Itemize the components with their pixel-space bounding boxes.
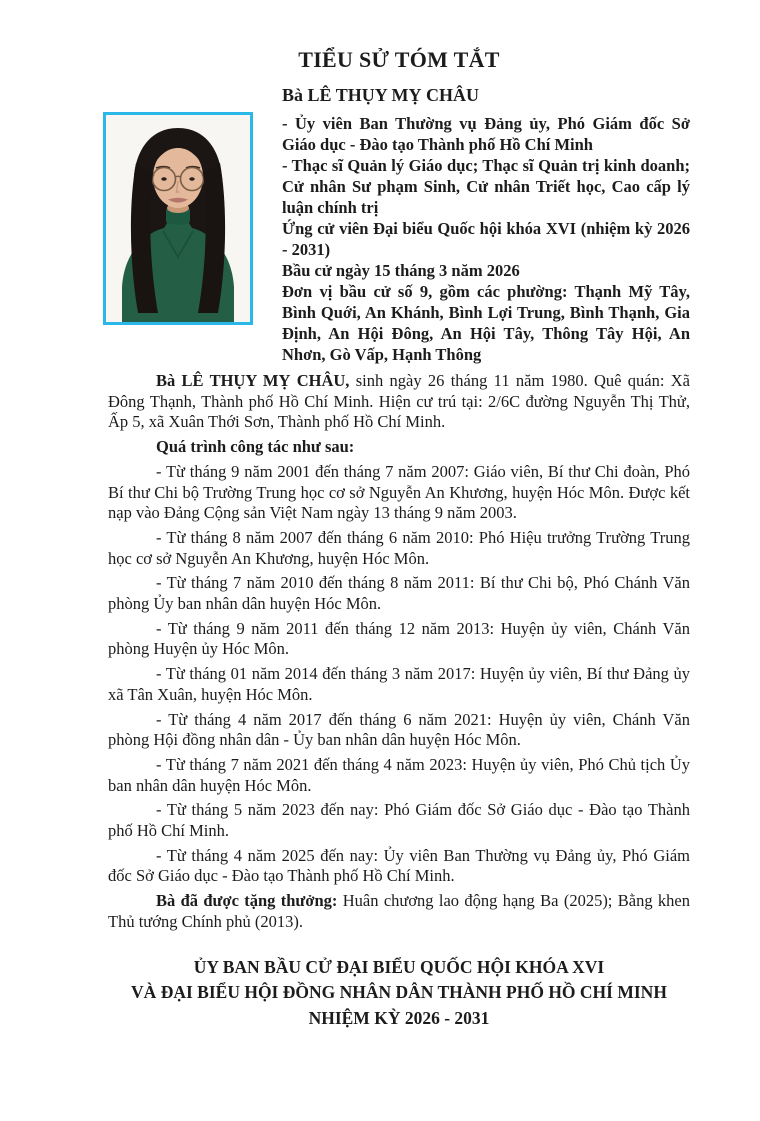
career-heading: Quá trình công tác như sau: <box>156 437 355 457</box>
career-item-9: - Từ tháng 4 năm 2025 đến nay: Ủy viên Ban Thường vụ Đảng ủy, Phó Giám đốc Sở Giáo dục - Đào tạo Thành phố Hồ Chí Minh. <box>108 845 690 886</box>
page-title: TIỂU SỬ TÓM TẮT <box>298 47 500 72</box>
summary-line-candidacy: Ứng cử viên Đại biểu Quốc hội khóa XVI (nhiệm kỳ 2026 - 2031) <box>282 219 690 259</box>
document-page <box>0 46 760 1121</box>
summary-line-election-date: Bầu cử ngày 15 tháng 3 năm 2026 <box>282 261 520 280</box>
career-item-4: - Từ tháng 9 năm 2011 đến tháng 12 năm 2013: Huyện ủy viên, Chánh Văn phòng Huyện ủy Hóc Môn. <box>108 618 690 659</box>
summary-line-position: - Ủy viên Ban Thường vụ Đảng ủy, Phó Giám đốc Sở Giáo dục - Đào tạo Thành phố Hồ Chí Minh <box>282 114 690 154</box>
awards-label: Bà đã được tặng thưởng: <box>156 891 338 911</box>
career-item-6: - Từ tháng 4 năm 2017 đến tháng 6 năm 2021: Huyện ủy viên, Chánh Văn phòng Hội đồng nhân dân - Ủy ban nhân dân huyện Hóc Môn. <box>108 709 690 750</box>
bio-intro-name: Bà LÊ THỤY MỴ CHÂU, <box>156 371 350 390</box>
footer-line-2: VÀ ĐẠI BIỂU HỘI ĐỒNG NHÂN DÂN THÀNH PHỐ HỒ CHÍ MINH <box>131 982 667 1003</box>
bio-intro-text: sinh ngày 26 tháng 11 năm 1980. Quê quán: Xã Đông Thạnh, Thành phố Hồ Chí Minh. Hiện cư trú tại: 2/6C đường Nguyễn Thị Thử, Ấp 5, xã Xuân Thới Sơn, Thành phố Hồ Chí Minh. <box>108 371 690 432</box>
footer-line-1: ỦY BAN BẦU CỬ ĐẠI BIỂU QUỐC HỘI KHÓA XVI <box>193 956 605 977</box>
election-committee-footer <box>108 955 690 1032</box>
candidate-name: Bà LÊ THỤY MỴ CHÂU <box>282 85 480 105</box>
candidate-summary-column <box>282 84 690 365</box>
footer-line-3: NHIỆM KỲ 2026 - 2031 <box>308 1007 490 1028</box>
career-item-7: - Từ tháng 7 năm 2021 đến tháng 4 năm 2023: Huyện ủy viên, Phó Chủ tịch Ủy ban nhân dân huyện Hóc Môn. <box>108 754 690 795</box>
career-item-5: - Từ tháng 01 năm 2014 đến tháng 3 năm 2017: Huyện ủy viên, Bí thư Đảng ủy xã Tân Xuân, huyện Hóc Môn. <box>108 664 690 704</box>
awards-text: Huân chương lao động hạng Ba (2025); Bằng khen Thủ tướng Chính phủ (2013). <box>108 891 690 931</box>
career-item-2: - Từ tháng 8 năm 2007 đến tháng 6 năm 2010: Phó Hiệu trưởng Trường Trung học cơ sở Nguyễn An Khương, huyện Hóc Môn. <box>108 527 690 568</box>
candidate-header <box>108 84 690 365</box>
portrait-photo <box>106 115 250 322</box>
career-item-8: - Từ tháng 5 năm 2023 đến nay: Phó Giám đốc Sở Giáo dục - Đào tạo Thành phố Hồ Chí Minh. <box>108 800 690 841</box>
summary-line-constituency: Đơn vị bầu cử số 9, gồm các phường: Thạnh Mỹ Tây, Bình Quới, An Khánh, Bình Lợi Trung, Bình Thạnh, Gia Định, An Hội Đông, An Hội Tây, Thông Tây Hội, An Nhơn, Gò Vấp, Hạnh Thông <box>282 282 690 364</box>
biography-body <box>108 371 690 933</box>
summary-line-education: - Thạc sĩ Quản lý Giáo dục; Thạc sĩ Quản trị kinh doanh; Cử nhân Sư phạm Sinh, Cử nhân Triết học, Cao cấp lý luận chính trị <box>282 156 690 217</box>
awards <box>108 891 690 932</box>
career-item-3: - Từ tháng 7 năm 2010 đến tháng 8 năm 2011: Bí thư Chi bộ, Phó Chánh Văn phòng Ủy ban nhân dân huyện Hóc Môn. <box>108 573 690 614</box>
career-item-1: - Từ tháng 9 năm 2001 đến tháng 7 năm 2007: Giáo viên, Bí thư Chi đoàn, Phó Bí thư Chi bộ Trường Trung học cơ sở Nguyễn An Khương, huyện Hóc Môn. Được kết nạp vào Đảng Cộng sản Việt Nam ngày 13 tháng 9 năm 2003. <box>108 461 690 523</box>
photo-frame <box>103 112 253 325</box>
bio-intro <box>108 371 690 433</box>
